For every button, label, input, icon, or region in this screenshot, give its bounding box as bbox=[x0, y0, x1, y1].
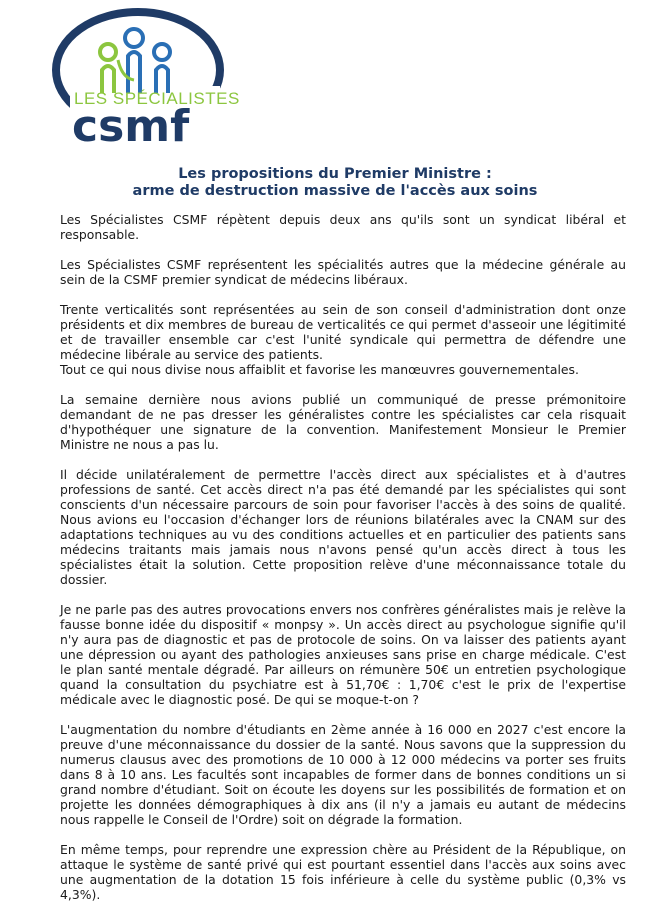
logo-graphic bbox=[52, 8, 240, 153]
paragraph-4: La semaine dernière nous avions publié un communiqué de presse prémonitoire demandant de ne pas dresser les généralistes contre les spécialistes car cela risquait d'hypothéquer une signature de la convention. Manifestement Monsieur le Premier Ministre ne nous a pas lu. bbox=[60, 392, 626, 452]
document-body bbox=[60, 212, 626, 917]
paragraph-3-line-2: Tout ce qui nous divise nous affaiblit et favorise les manœuvres gouvernementales. bbox=[60, 362, 579, 377]
paragraph-3-text: Trente verticalités sont représentées au sein de son conseil d'administration dont onze présidents et dix membres de bureau de verticalités ce qui permet d'asseoir une légitimité et de travailler ensemble car c'est l'unité syndicale qui permettra de défendre une médecine libérale au service des patients. bbox=[60, 302, 626, 362]
paragraph-3 bbox=[60, 302, 626, 377]
paragraph-6: Je ne parle pas des autres provocations envers nos confrères généralistes mais je relève la fausse bonne idée du dispositif « monpsy ». Un accès direct au psychologue signifie qu'il n'y aura pas de diagnostic et pas de protocole de soins. On va laisser des patients ayant une dépression ou ayant des pathologies anxieuses sans prise en charge médicale. C'est le plan santé mentale dégradé. Par ailleurs on rémunère 50€ un entretien psychologique quand la consultation du psychiatre est à 51,70€ : 1,70€ c'est le prix de l'expertise médicale avec le diagnostic posé. De qui se moque-t-on ? bbox=[60, 602, 626, 707]
paragraph-8: En même temps, pour reprendre une expression chère au Président de la République, on attaque le système de santé privé qui est pourtant essentiel dans l'accès aux soins avec une augmentation de la dotation 15 fois inférieure à celle du système public (0,3% vs 4,3%). bbox=[60, 842, 626, 902]
figure-head-1 bbox=[125, 29, 143, 47]
figure-head-2 bbox=[100, 44, 116, 60]
paragraph-5: Il décide unilatéralement de permettre l'accès direct aux spécialistes et à d'autres professions de santé. Cet accès direct n'a pas été demandé par les spécialistes qui sont conscients d'un nécessaire parcours de soin pour favoriser l'accès à des soins de qualité. Nous avions eu l'occasion d'échanger lors de réunions bilatérales avec la CNAM sur des adaptations techniques au vu des conditions actuelles et en particulier des patients sans médecins traitants mais jamais nous n'avons pensé qu'un accès direct à tous les spécialistes était la solution. Cette proposition relève d'une méconnaissance totale du dossier. bbox=[60, 467, 626, 587]
figure-head-3 bbox=[154, 44, 170, 60]
paragraph-1: Les Spécialistes CSMF répètent depuis deux ans qu'ils sont un syndicat libéral et responsable. bbox=[60, 212, 626, 242]
csmf-logo bbox=[52, 8, 240, 153]
paragraph-2: Les Spécialistes CSMF représentent les spécialités autres que la médecine générale au sein de la CSMF premier syndicat de médecins libéraux. bbox=[60, 257, 626, 287]
logo-top-text: LES SPÉCIALISTES bbox=[74, 89, 240, 108]
paragraph-7: L'augmentation du nombre d'étudiants en 2ème année à 16 000 en 2027 c'est encore la preuve d'une méconnaissance du dossier de la santé. Nous savons que la suppression du numerus clausus avec des promotions de 10 000 à 12 000 médecins va porter ses fruits dans 8 à 10 ans. Les facultés sont incapables de former dans de bonnes conditions un si grand nombre d'étudiant. Soit on écoute les doyens sur les possibilités de formation et on projette les données démographiques à dix ans (il n'y a jamais eu autant de médecins nous rappelle le Conseil de l'Ordre) soit on dégrade la formation. bbox=[60, 722, 626, 827]
title-line-1: Les propositions du Premier Ministre : bbox=[178, 166, 492, 182]
document-title bbox=[40, 166, 630, 200]
title-line-2: arme de destruction massive de l'accès aux soins bbox=[132, 183, 538, 199]
logo-main-text: csmf bbox=[72, 101, 190, 152]
